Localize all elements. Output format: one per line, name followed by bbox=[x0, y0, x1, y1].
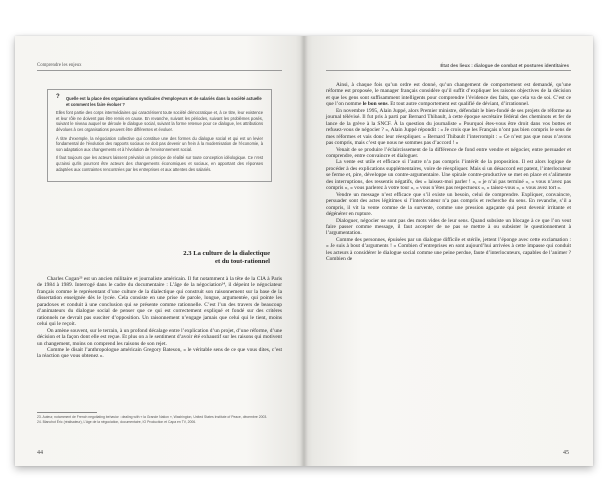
paragraph: Venait de se produire l’éclaircissement de la différence de fond entre vendre et négocier, entre persuader et comprendre, entre convaincre et dialoguer. bbox=[326, 146, 571, 159]
paragraph: Comme des personnes, épuisées par un dialogue difficile et stérile, jettent l’éponge avec cette exclamation : « Je suis à bout d’arguments ! » Combien d’entreprises en sont aujourd’hui arrivées à cette impasse qui conduit les acteurs à considérer le dialogue social comme une peine perdue, faute d’interlocuteurs, capables de l’animer ? Combien de bbox=[326, 236, 571, 263]
box-paragraph: Elles font partie des corps intermédiaires qui caractérisent toute société démocratique et, à ce titre, leur existence et leur rôle ne doivent pas être remis en cause. En revanche, suivant les périodes, suivant les problèmes posés, suivant le niveau auquel se déroule le dialogue social, suivant la forme retenue pour ce dialogue, les attributions dévolues à ces organisations peuvent être différentes et évoluer. bbox=[56, 110, 263, 132]
paragraph: Vendre un message n’est efficace que s’il existe un besoin, celui de comprendre. Expliquer, convaincre, persuader sont des actes légitimes si l’interlocuteur n’a pas compris et recherche du sens. En revanche, s’il a compris, il vit la vente comme de la survente, comme une pression agaçante qui peut devenir irritante et dégénérer en rupture. bbox=[326, 191, 571, 218]
book-spread bbox=[15, 36, 593, 466]
footnote: 23. Auteur, notamment de French negotiating behavior : dealing with « la Grande Nation », Washington, United States Institute of Peace, décembre 2003. bbox=[37, 415, 268, 419]
body-text-right bbox=[326, 82, 571, 263]
paragraph: En novembre 1995, Alain Juppé, alors Premier ministre, défendait le bien-fondé de ses projets de réforme au journal télévisé. Il fut pris à parti par Bernard Thibault, à cette époque secrétaire fédéral des cheminots et fer de lance de la grève à la SNCF. À la question du journaliste « Pourquoi êtes-vous être droit dans vos bottes et refusez-vous de négocier ? », Alain Juppé répondit : « Je crois que les Français n’ont pas bien compris le sens de mes réformes et vais donc leur réexpliquer. » Bernard Thibault l’interrompit : « Ce n’est pas que nous n’avons pas compris, mais c’est que nous ne sommes pas d’accord ! » bbox=[326, 107, 571, 147]
header-rule bbox=[37, 70, 282, 71]
page-number-left: 44 bbox=[37, 450, 43, 456]
footnote: 24. Blanchot Éric (réalisateur), L’âge de la négociation, documentaire, IO Production et Capa en TV, 2006. bbox=[37, 420, 197, 425]
body-text-left bbox=[37, 276, 282, 360]
section-title bbox=[110, 250, 270, 265]
left-page bbox=[15, 36, 304, 466]
paragraph: Comme le disait l’anthropologue américain Gregory Bateson, « le véritable sens de ce que vous dites, c’est la réaction que vous obtenez ». bbox=[37, 346, 282, 360]
box-paragraph: À titre d’exemple, la négociation collective qui constitue une des formes du dialogue social et qui est un levier fondamental de l’évolution des rapports sociaux ne doit pas devenir un frein à la modernisation de l’économie, à son adaptation aux changements et à l’évolution de l’environnement social. bbox=[56, 135, 263, 152]
box-question-text: Quelle est la place des organisations syndicales d’employeurs et de salariés dans la société actuelle et comment les faire évoluer ? bbox=[66, 96, 262, 107]
paragraph: On amène souvent, sur le terrain, à un profond décalage entre l’explication d’un projet, d’une réforme, d’une décision et la façon dont elle est reçue. Et plus on a le sentiment d’avoir été exhaustif sur les raisons qui motivent un changement, moins on comprend les raisons de son rejet. bbox=[37, 327, 282, 347]
book-gutter bbox=[300, 36, 308, 466]
page-number-right: 45 bbox=[563, 450, 569, 456]
header-rule bbox=[326, 70, 571, 71]
footnotes bbox=[37, 415, 282, 426]
emphasis-text: le bon sens bbox=[362, 101, 388, 108]
running-head-left: Comprendre les enjeux bbox=[37, 63, 82, 68]
running-head-right: État des lieux : dialogue de combat et postures identitaires bbox=[440, 63, 569, 68]
paragraph: Charles Cogan²³ est un ancien militaire et journaliste américain. Il fut notamment à la tête de la CIA à Paris de 1984 à 1989. Interrogé dans le cadre du documentaire : L’âge de la négociation²⁴, il dépeint le négociateur français comme le représentant d’une culture de la dialectique qui construit son raisonnement sur la base de la dissertation enseignée dès le lycée. Cela consiste en une prise de parole, longue, argumentée, qui pointe les paradoxes et conduit à une conclusion qui se présente comme rationnelle. C’est l’un des travers de beaucoup d’animateurs du dialogue social de penser que ce qui est correctement expliqué et fondé sur des critères rationnels ne devrait pas susciter d’opposition. Un raisonnement n’engage jamais que celui qui le tient, moins celui qui le reçoit. bbox=[37, 276, 282, 328]
box-question bbox=[56, 94, 263, 107]
section-title-line: et du tout-rationnel bbox=[215, 257, 270, 265]
paragraph: La vente est utile et efficace si l’autre n’a pas compris l’intérêt de la proposition. Il est alors logique de procéder à des explications supplémentaires, voire de réexpliquer. Mais si un désaccord est patent, l’interlocuteur se ferme et, pire, développe un contre-argumentaire. Une spirale contre-productive se met en place et s’alimente des interruptions, des ressentis négatifs, des « laissez-moi parler ! », « je n’ai pas terminé », « vous n’avez pas compris », « vous parlerez à votre tour », « vous n’êtes pas respectueux », « taisez-vous », « vous avez tort ». bbox=[326, 159, 571, 192]
footnote-rule bbox=[37, 412, 97, 413]
question-box bbox=[47, 89, 272, 182]
paragraph: Dialoguer, négocier ne sont pas des mots vides de leur sens. Quand subsiste un blocage à ce que l’on veut faire passer comme message, il faut accepter de ne pas se mettre à ou subsister le questionnement à l’argumentation. bbox=[326, 217, 571, 237]
right-page bbox=[304, 36, 593, 466]
box-paragraph: Il faut toujours que les acteurs laissent prévaloir un principe de réalité sur toute conception idéologique. Ce n’est qu’ainsi qu’ils pourront être acteurs des changements économiques et sociaux, en apportant des réponses adaptées aux contraintes rencontrées par les entreprises et aux attentes des salariés. bbox=[56, 155, 263, 172]
question-mark-icon: ? bbox=[56, 94, 60, 100]
section-title-line: 2.3 La culture de la dialectique bbox=[183, 250, 270, 257]
paragraph: Ainsi, à chaque fois qu’un ordre est donné, qu’un changement de comportement est demandé, qu’une réforme est proposée, le manager français considère qu’il suffit d’expliquer les raisons objectives de la décision et que les gens sont suffisamment intelligents pour comprendre l’évidence des faits, que cela va de soi. C’est ce que l’on nomme le bon sens. Et tout autre comportement est qualifié de déviant, d’irrationnel. bbox=[326, 82, 571, 108]
